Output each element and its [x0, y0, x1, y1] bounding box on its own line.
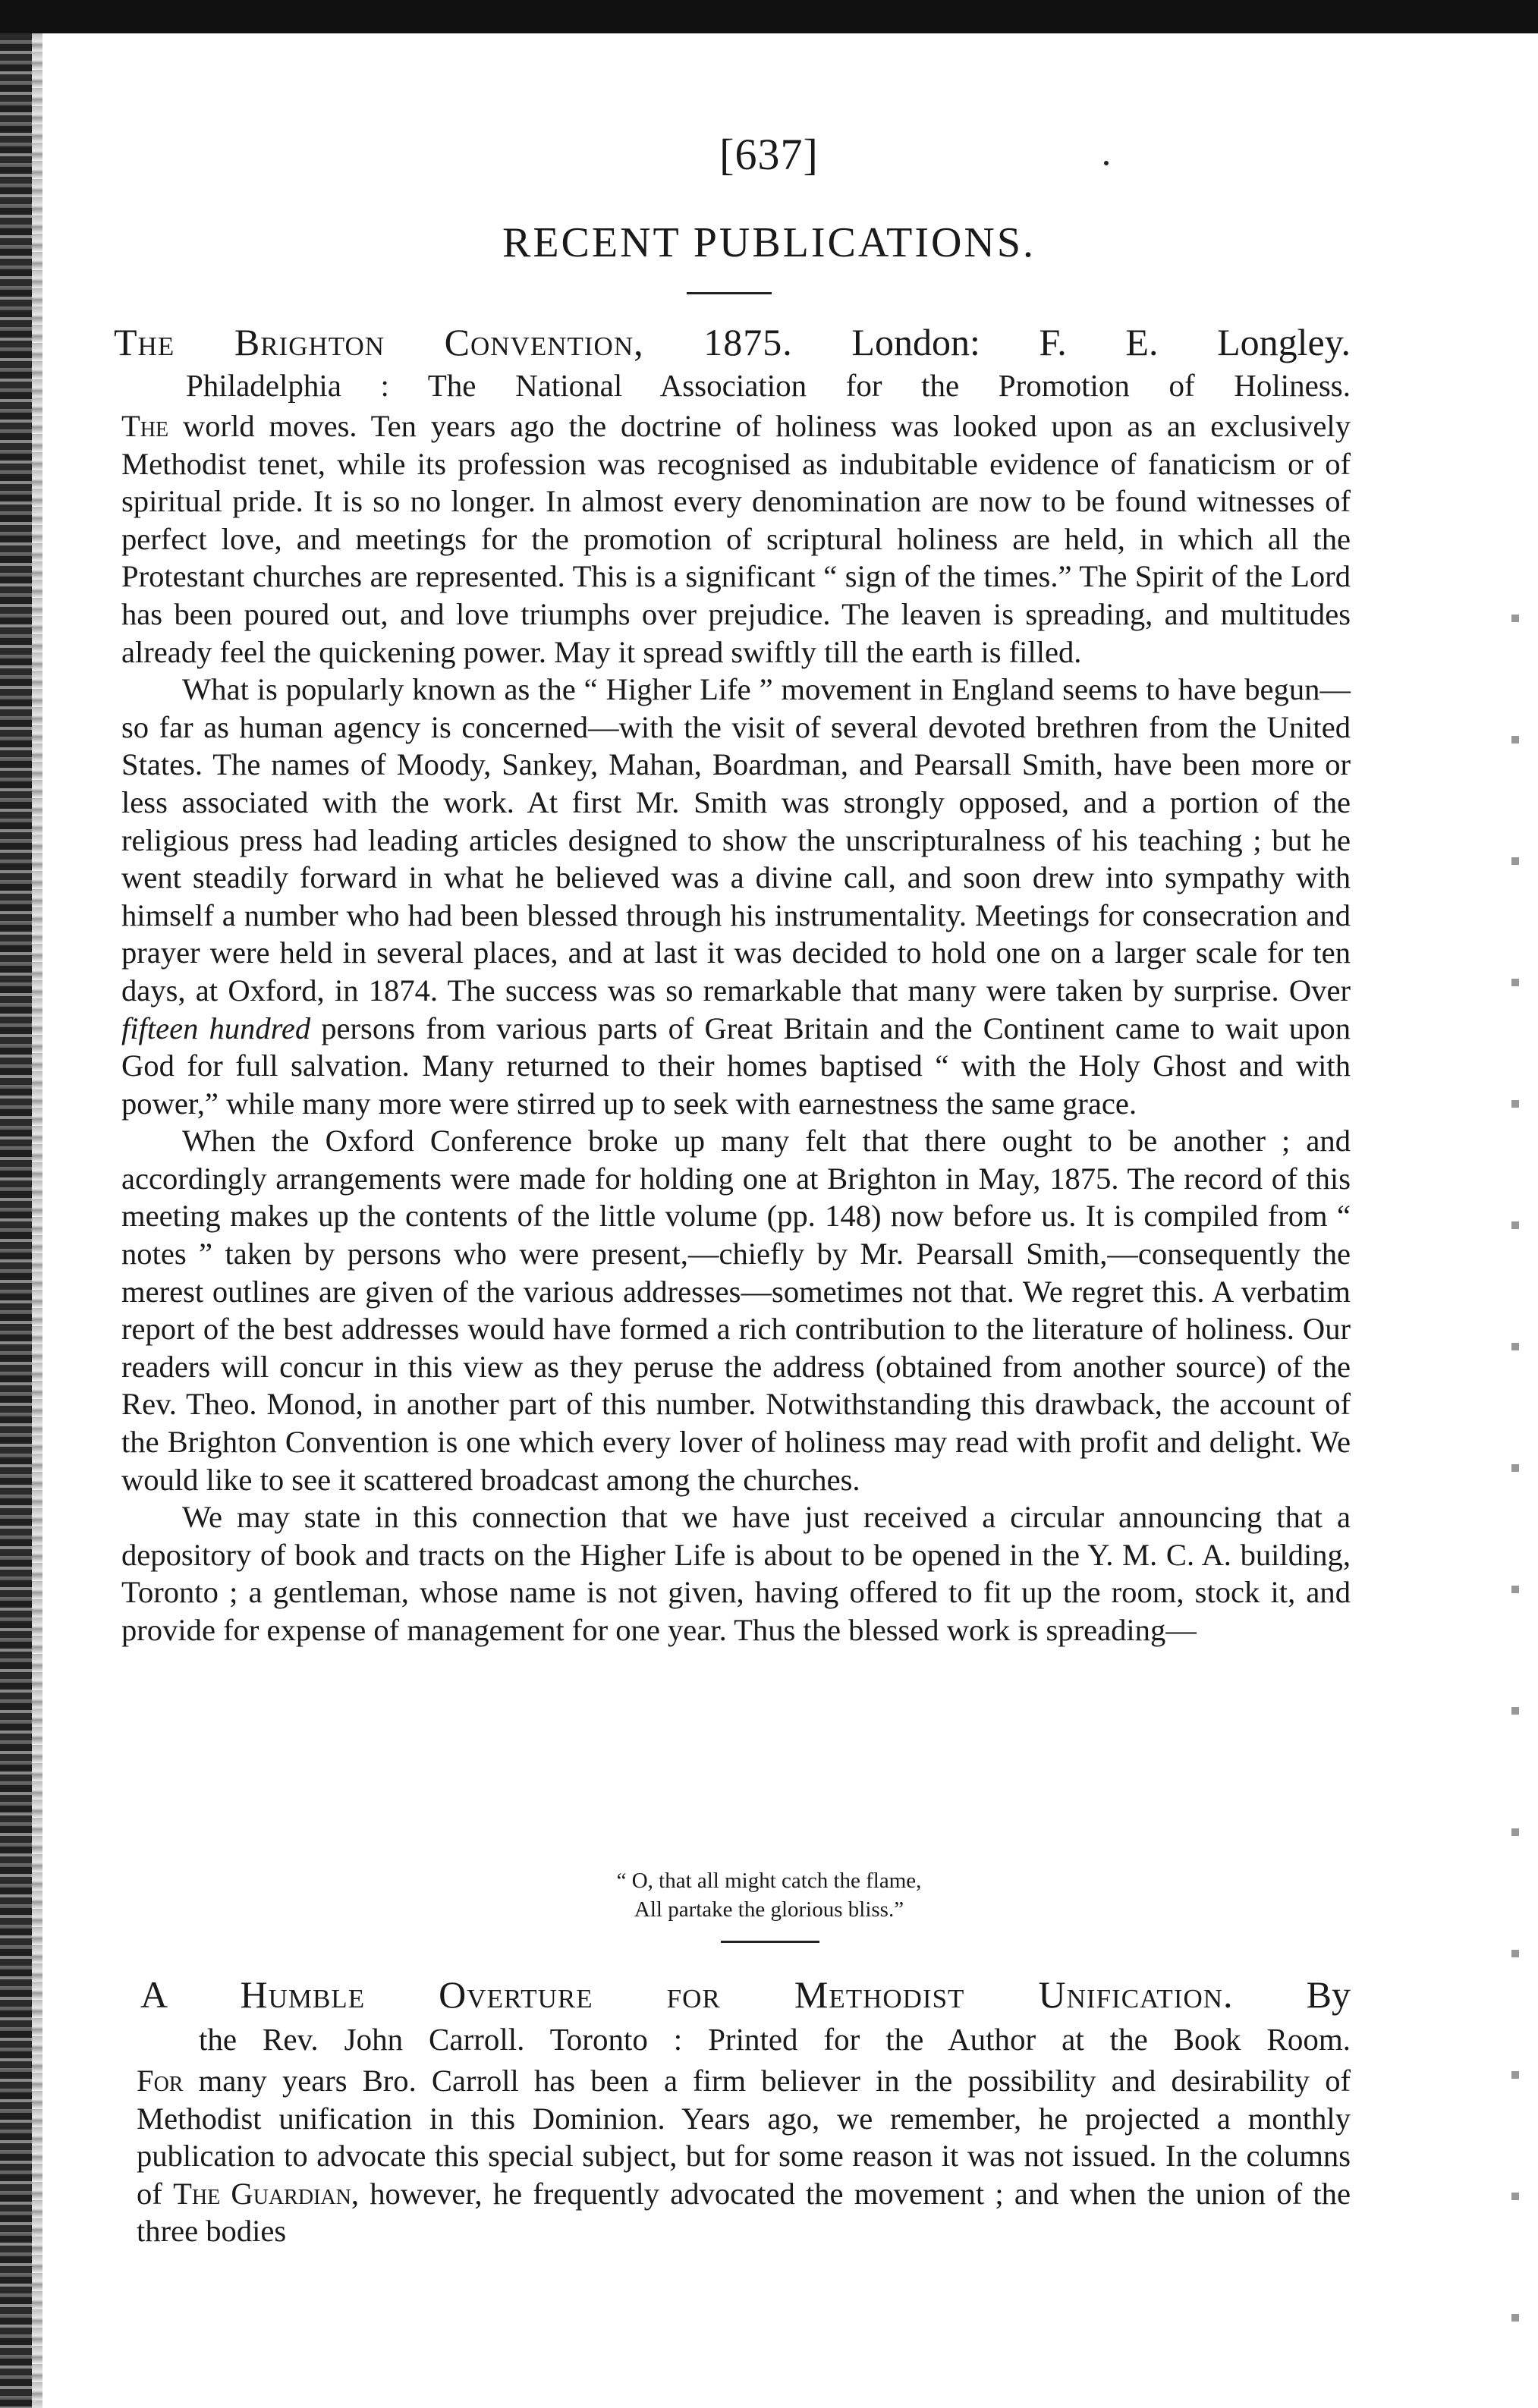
scan-left-binding-shadow [32, 33, 42, 2408]
review-divider-rule [721, 1941, 819, 1943]
review-1-paragraph-3: When the Oxford Conference broke up many felt that there ought to be another ; and accordingly arrangements were made for holding one at Brighton in May, 1875. The record of this meeting makes up the contents of the little volume (pp. 148) now before us. It is compiled from “ notes ” taken by persons who were present,—chiefly by Mr. Pearsall Smith,—consequently the merest outlines are given of the various addresses—sometimes not that. We regret this. A verbatim report of the best addresses would have formed a rich contribution to the literature of holiness. Our readers will concur in this view as they peruse the address (obtained from another source) of the Rev. Theo. Monod, in another part of this number. Notwithstanding this drawback, the account of the Brighton Convention is one which every lover of holiness may read with profit and delight. We would like to see it scattered broadcast among the churches. [121, 1124, 1351, 1497]
review-2-lead-word: For [137, 2064, 184, 2098]
review-1-title-line [114, 320, 1351, 364]
review-2-paragraph-1 [137, 2062, 1351, 2250]
verse-line-2: All partake the glorious bliss.” [634, 1897, 904, 1922]
review-1-title: The Brighton Convention, 1875. [114, 321, 793, 363]
review-2-title-line [140, 1973, 1351, 2017]
heading-rule [687, 292, 772, 294]
section-heading: RECENT PUBLICATIONS. [502, 219, 1036, 266]
review-1-paragraph-2 [121, 671, 1351, 1122]
review-1-lead-word: The [121, 409, 169, 443]
scan-top-border [0, 0, 1538, 33]
review-2-journal-name: The Guardian, [173, 2176, 359, 2211]
review-2-subtitle: the Rev. John Carroll. Toronto : Printed for the Author at the Book Room. [199, 2022, 1351, 2057]
verse-line-1: “ O, that all might catch the flame, [616, 1869, 922, 1893]
review-1-paragraph-1 [121, 407, 1351, 671]
review-1-paragraph-2-text-b: persons from various parts of Great Britain and the Continent came to wait upon God for full salvation. Many returned to their homes baptised “ with the Holy Ghost and with power,” while many more were stirred up to seek with earnestness the same grace. [121, 1011, 1351, 1121]
review-2-body [137, 2062, 1351, 2250]
review-1-paragraph-4: We may state in this connection that we have just received a circular announcing that a depository of book and tracts on the Higher Life is about to be opened in the Y. M. C. A. building, Toronto ; a gentleman, whose name is not given, having offered to fit up the room, stock it, and provide for expense of management for one year. Thus the blessed work is spreading— [121, 1500, 1351, 1647]
scan-right-edge-marks [1511, 546, 1519, 2367]
print-speck [1104, 161, 1109, 165]
review-1-paragraph-1-text: world moves. Ten years ago the doctrine of holiness was looked upon as an exclusively Methodist tenet, while its profession was recognised as indubitable evidence of fanaticism or of spiritual pride. It is so no longer. In almost every denomination are now to be found witnesses of perfect love, and meetings for the promotion of scriptural holiness are held, in which all the Protestant churches are represented. This is a significant “ sign of the times.” The Spirit of the Lord has been poured out, and love triumphs over prejudice. The leaven is spreading, and multitudes already feel the quickening power. May it spread swiftly till the earth is filled. [121, 409, 1351, 669]
review-1-body [121, 407, 1351, 1649]
review-2-title: A Humble Overture for Methodist Unification. [140, 1973, 1234, 2016]
review-1-verse [0, 1866, 1538, 1924]
review-1-subtitle: Philadelphia : The National Association for the Promotion of Holiness. [186, 368, 1351, 403]
review-2-title-by: By [1306, 1973, 1351, 2016]
review-1-publisher: London: F. E. Longley. [851, 321, 1351, 363]
page-number: [637] [719, 130, 819, 179]
review-1-paragraph-2-emphasis: fifteen hundred [121, 1011, 311, 1045]
review-2-paragraph-1-text-a: many years Bro. Carroll has been a firm believer in the possibility and desirability of Methodist unification in this Dominion. Years ago, we remember, he projected a monthly publication to advocate this special subject, but for some reason it was not issued. In the columns of [137, 2064, 1351, 2211]
review-1-paragraph-2-text-a: What is popularly known as the “ Higher Life ” movement in England seems to have begun—so far as human agency is concerned—with the visit of several devoted brethren from the United States. The names of Moody, Sankey, Mahan, Boardman, and Pearsall Smith, have been more or less associated with the work. At first Mr. Smith was strongly opposed, and a portion of the religious press had leading articles designed to show the unscripturalness of his teaching ; but he went steadily forward in what he believed was a divine call, and soon drew into sympathy with himself a number who had been blessed through his instrumentality. Meetings for consecration and prayer were held in several places, and at last it was decided to hold one on a larger scale for ten days, at Oxford, in 1874. The success was so remarkable that many were taken by surprise. Over [121, 672, 1351, 1008]
review-2-paragraph-1-text-b: however, he frequently advocated the movement ; and when the union of the three bodies [137, 2176, 1351, 2249]
scan-left-binding-edge [0, 33, 32, 2408]
